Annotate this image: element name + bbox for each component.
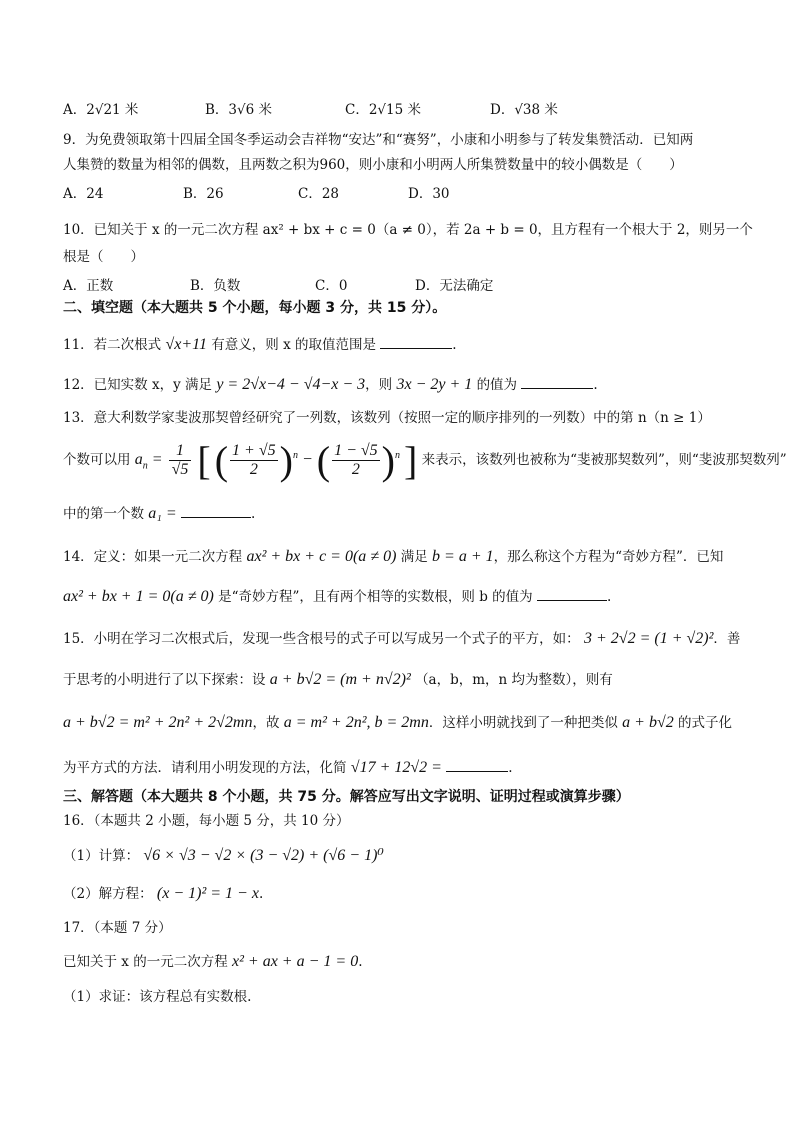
- q12-expr-2: 3x − 2y + 1: [396, 376, 473, 393]
- q17-part-1: （1）求证：该方程总有实数根.: [63, 989, 252, 1005]
- q15-expr-5: a + b√2: [622, 714, 674, 731]
- q13-a1: a₁ =: [148, 505, 177, 522]
- q9-option-c: C．28: [298, 186, 340, 202]
- q15-expr-2: a + b√2 = (m + n√2)²: [269, 671, 411, 688]
- q14-answer-blank[interactable]: [537, 586, 607, 601]
- q10-option-c: C．0: [315, 278, 348, 294]
- q9-option-d: D．30: [408, 186, 450, 202]
- q13-line-3: 中的第一个数 a₁ = .: [63, 505, 256, 522]
- q9-line-1: 9．为免费领取第十四届全国冬季运动会吉祥物“安达”和“赛努”，小康和小明参与了转发集赞活动．已知两: [63, 132, 694, 148]
- question-11: 11．若二次根式 √x+11 有意义，则 x 的取值范围是 .: [63, 336, 457, 353]
- q13-formula: $a_n$ = $\frac{1}{√5}$ [ ( $\frac{1 + √5}{2}$ )$^n$ − ( $\frac{1 - √5}{2}$ )$^n$ ]: [134, 438, 418, 483]
- q15-answer-blank[interactable]: [446, 757, 508, 772]
- q13-line-1: 13．意大利数学家斐波那契曾经研究了一列数，该数列（按照一定的顺序排列的一列数）中的第 n（n ≥ 1）: [63, 410, 711, 426]
- q8-option-c: C．2√15 米: [345, 102, 421, 118]
- q16-part-1: （1）计算： √6 × √3 − √2 × (3 − √2) + (√6 − 1)⁰: [63, 847, 384, 864]
- q16-expr-2: (x − 1)² = 1 − x: [156, 885, 259, 902]
- q12-post: 的值为: [476, 377, 518, 393]
- q13-answer-blank[interactable]: [181, 503, 251, 518]
- section-3-heading: 三、解答题（本大题共 8 个小题，共 75 分。解答应写出文字说明、证明过程或演算步骤）: [63, 789, 630, 805]
- q14-expr-3: ax² + bx + 1 = 0(a ≠ 0): [63, 588, 214, 605]
- q11-pre: 11．若二次根式: [63, 337, 162, 353]
- q11-answer-blank[interactable]: [380, 334, 452, 349]
- q9-option-a: A．24: [63, 186, 104, 202]
- q14-line-2: ax² + bx + 1 = 0(a ≠ 0) 是“奇妙方程”，且有两个相等的实数根，则 b 的值为 .: [63, 588, 612, 605]
- q15-line-4: 为平方式的方法．请利用小明发现的方法，化简 √17 + 12√2 = .: [63, 759, 513, 776]
- q16-part-2: （2）解方程： (x − 1)² = 1 − x.: [63, 885, 264, 902]
- q15-expr-6: √17 + 12√2 =: [350, 759, 442, 776]
- q13-line-2: 个数可以用 $a_n$ = $\frac{1}{√5}$ [ ( $\frac{1 + √5}{2}$ )$^n$ − ( $\frac{1 - √5}{2}$ )$^n$ ] 来表示，该数列也被称为“斐被那契数列”，则“斐波那契数列”: [63, 438, 787, 483]
- q9-line-2: 人集赞的数量为相邻的偶数，且两数之积为960，则小康和小明两人所集赞数量中的较小偶数是（ ）: [63, 157, 683, 173]
- q10-option-a: A．正数: [63, 278, 114, 294]
- q15-line-3: a + b√2 = m² + 2n² + 2√2mn，故 a = m² + 2n², b = 2mn．这样小明就找到了一种把类似 a + b√2 的式子化: [63, 714, 733, 731]
- q8-option-a: A．2√21 米: [63, 102, 139, 118]
- q8-option-d: D．√38 米: [490, 102, 558, 118]
- q14-expr: ax² + bx + c = 0(a ≠ 0): [246, 548, 397, 565]
- q15-line-1: 15．小明在学习二次根式后，发现一些含根号的式子可以写成另一个式子的平方，如： 3 + 2√2 = (1 + √2)²．善: [63, 630, 741, 647]
- q11-post: 有意义，则 x 的取值范围是: [211, 337, 376, 353]
- q10-line-1: 10．已知关于 x 的一元二次方程 ax² + bx + c = 0（a ≠ 0），若 2a + b = 0，且方程有一个根大于 2，则另一个: [63, 222, 753, 238]
- q12-pre: 12．已知实数 x，y 满足: [63, 377, 213, 393]
- q17-line-1: 已知关于 x 的一元二次方程 x² + ax + a − 1 = 0.: [63, 953, 363, 970]
- q10-option-b: B．负数: [190, 278, 241, 294]
- q12-answer-blank[interactable]: [521, 374, 593, 389]
- q14-expr-2: b = a + 1: [432, 548, 494, 565]
- q10-option-d: D．无法确定: [415, 278, 494, 294]
- q15-expr-4: a = m² + 2n², b = 2mn: [283, 714, 429, 731]
- q10-line-2: 根是（ ）: [63, 249, 144, 265]
- q14-line-1: 14．定义：如果一元二次方程 ax² + bx + c = 0(a ≠ 0) 满足 b = a + 1，那么称这个方程为“奇妙方程”．已知: [63, 548, 724, 565]
- q16-title: 16．（本题共 2 小题，每小题 5 分，共 10 分）: [63, 813, 350, 829]
- q16-expr-1: √6 × √3 − √2 × (3 − √2) + (√6 − 1)⁰: [143, 847, 384, 864]
- q15-line-2: 于思考的小明进行了以下探索：设 a + b√2 = (m + n√2)² （a，b，m，n 均为整数），则有: [63, 671, 613, 688]
- q12-expr: y = 2√x−4 − √4−x − 3: [216, 376, 366, 393]
- section-2-heading: 二、填空题（本大题共 5 个小题，每小题 3 分，共 15 分）。: [63, 300, 447, 316]
- q17-expr: x² + ax + a − 1 = 0: [232, 953, 359, 970]
- q11-expr: √x+11: [165, 336, 207, 353]
- q8-option-b: B．3√6 米: [205, 102, 272, 118]
- q15-expr: 3 + 2√2 = (1 + √2)²: [583, 630, 714, 647]
- q17-title: 17．（本题 7 分）: [63, 920, 172, 936]
- q15-expr-3: a + b√2 = m² + 2n² + 2√2mn: [63, 714, 253, 731]
- question-12: 12．已知实数 x，y 满足 y = 2√x−4 − √4−x − 3，则 3x − 2y + 1 的值为 .: [63, 376, 598, 393]
- q9-option-b: B．26: [183, 186, 224, 202]
